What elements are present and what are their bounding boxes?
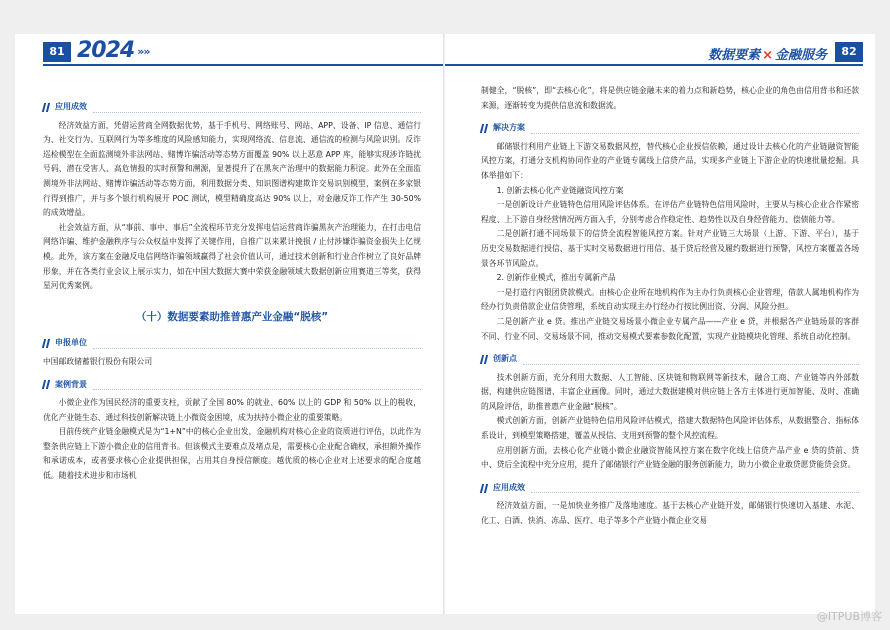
paragraph-background-2: 目前传统产业链金融模式是为“1+N”中的核心企业出发，金融机构对核心企业的资质进行评估，以此作为整条供应链上下游小微企业的信用背书。但该模式主要难点及堵点是，需要核心企业配合确权，承担额外操作和承诺成本，或者要求核心企业提供担保，占用其自身授信额度。越优质的核心企业对上述要求的配合度越低。随着技术进步和市场机 — [43, 427, 421, 481]
paragraph-solution-syndicate: 一是打造行内银团贷款模式。由核心企业所在地机构作为主办行负责核心企业管理，借款人属地机构作为经办行负责借款企业信贷管理，系统自动实现主办行经办行按比例出资、分润、风险分担。 — [481, 287, 859, 312]
header-rule — [43, 64, 445, 66]
list-item-1: 1. 创新去核心化产业链融资风控方案 — [496, 185, 624, 195]
paragraph-solution-intro: 邮储银行利用产业链上下游交易数据风控，替代核心企业授信依赖，通过设计去核心化的产业链融资智能风控方案，打通分支机构协同作业的产业链专属线上信贷产品，实现多产业链上下游企业的快速批量挖掘。具体举措如下： — [481, 141, 859, 180]
section-heading-solution: 解决方案 — [481, 121, 859, 136]
paragraph-solution-product: 二是创新产业 e 贷。推出产业链交易场景小微企业专属产品——产业 e 贷，并根据各产业链场景的客群不同、行业不同、交易场景不同，推动交易模式要素参数化配置，实现产业链模块化管理、系统自动化控制。 — [481, 316, 859, 341]
header-rule — [445, 64, 863, 66]
paragraph-economic-benefit: 经济效益方面，凭借运营商全网数据优势，基于手机号、网络账号、网站、APP、设备、IP 信息、通信行为、社交行为、互联网行为等多维度的风险感知能力，实现网络流、信息流、通信流的检测与风险识别。反诈巡检模型在全面监测境外非法网站、赌博诈骗活动等态势方面覆盖 90% 以上恶意 APP 库，能够实现涉诈链扰号码、潜在受害人、高危情报的实时预警和溯源，显著提升了在黑灰产治理中的数据能力积淀。此外在全面监测境外非法网站、赌博诈骗活动等态势方面，利用数据分类、知识图谱构建欺诈交易识别模型，案例在多家银行得到推广，并与多个银行机构展开 POC 测试，模型精确度高达 90% 以上，对金融反诈工作产生 30-50% 的成效增益。 — [43, 120, 421, 218]
applicant-organization: 中国邮政储蓄银行股份有限公司 — [43, 356, 153, 366]
times-icon: × — [762, 48, 773, 63]
left-page — [15, 34, 445, 614]
paragraph-results-economic: 经济效益方面，一是加快业务推广及落地速度。基于去核心产业链开发，邮储银行快速切入基建、水泥、化工、白酒、快消、冻品、医疗、电子等多个产业链小微企业交易 — [481, 501, 859, 526]
paragraph-innovation-model: 模式创新方面，创新产业链特色信用风险评估模式，搭建大数据特色风险评估体系，从数据整合、指标体系设计，到模型策略搭建，覆盖从授信、支用到预警的整个风控流程。 — [481, 416, 859, 441]
case-title: （十）数据要素助推普惠产业金融“脱核” — [135, 310, 329, 323]
paragraph-innovation-application: 应用创新方面，去核心化产业链小微企业融资智能风控方案在数字化线上信贷产品产业 e 贷的贷前、贷中、贷后全流程中充分应用，提升了邮储银行产业链金融的服务创新能力，助力小微企业敢贷愿贷能贷会贷。 — [481, 445, 859, 470]
section-marker-icon — [480, 355, 490, 364]
section-heading-results: 应用成效 — [43, 100, 421, 115]
right-page — [445, 34, 875, 614]
paragraph-continued: 制健全，“脱核”，即“去核心化”，将是供应链金融未来的着力点和新趋势，核心企业的角色由信用背书和还款来源，逐渐转变为提供信息流和数据流。 — [481, 86, 859, 110]
left-page-number: 81 — [43, 42, 71, 62]
year-logo-text: 2024 — [77, 38, 135, 63]
section-marker-icon — [480, 124, 490, 133]
section-marker-icon — [42, 380, 52, 389]
paragraph-social-benefit: 社会效益方面，从“事前、事中、事后”全流程环节充分发挥电信运营商诈骗黑灰产治理能力，在打击电信网络诈骗、维护金融秩序与公众权益中发挥了关键作用，自推广以来累计挽损 / 止付涉嫌诈骗资金损失上亿规模。此外，该方案在金融反电信网络诈骗领域赢得了社会价值认可，通过技术创新和行业合作树立了良好品牌形象，并在各类行业会议上展示实力，如在中国大数据大赛中荣获金融领域大数据创新应用赛道三等奖，获得星河优秀案例。 — [43, 222, 421, 291]
paragraph-background-1: 小微企业作为国民经济的重要支柱，贡献了全国 80% 的就业、60% 以上的 GDP 和 50% 以上的税收，优化产业链生态、通过科技创新解决链上小微资金困境，成为扶持小微企业的重要策略。 — [43, 398, 421, 422]
running-title: 数据要素 × 金融服务 — [708, 48, 827, 63]
paragraph-solution-risk-eval: 一是创新设计产业链特色信用风险评估体系。在评估产业链特色信用风险时，主要从与核心企业合作紧密程度、上下游自身经营情况两方面入手，分别考虑合作稳定性、趋势性以及自身经营能力、偿债能力等。 — [481, 200, 859, 224]
left-content — [43, 92, 421, 484]
chevron-right-icon: »» — [137, 44, 150, 58]
list-item-2: 2. 创新作业模式，推出专属新产品 — [496, 273, 616, 283]
paragraph-innovation-tech: 技术创新方面，充分利用大数据、人工智能、区块链和物联网等新技术，融合工商、产业链等内外部数据，构建供应链图谱、丰富企业画像。同时，通过大数据建模对供应链上各方主体进行更加智能、及时、准确的风险评估，助推普惠产业金融“脱核”。 — [481, 372, 859, 411]
year-logo — [77, 38, 149, 63]
watermark: @ITPUB博客 — [816, 610, 882, 623]
paragraph-solution-risk-flow: 二是创新打通不同场景下的信贷全流程智能风控方案。针对产业链三大场景（上游、下游、平台），基于历史交易数据进行授信、基于实时交易数据进行用信、基于贷后经营及履约数据进行预警，风控方案覆盖各场景各环节风险点。 — [481, 229, 859, 268]
section-heading-applicant: 申报单位 — [43, 336, 421, 351]
section-marker-icon — [42, 103, 52, 112]
right-content — [481, 84, 859, 529]
section-marker-icon — [42, 339, 52, 348]
section-heading-background: 案例背景 — [43, 378, 421, 393]
section-heading-innovation: 创新点 — [481, 352, 859, 367]
section-heading-results-2: 应用成效 — [481, 481, 859, 496]
section-marker-icon — [480, 484, 490, 493]
right-page-number: 82 — [835, 42, 863, 62]
